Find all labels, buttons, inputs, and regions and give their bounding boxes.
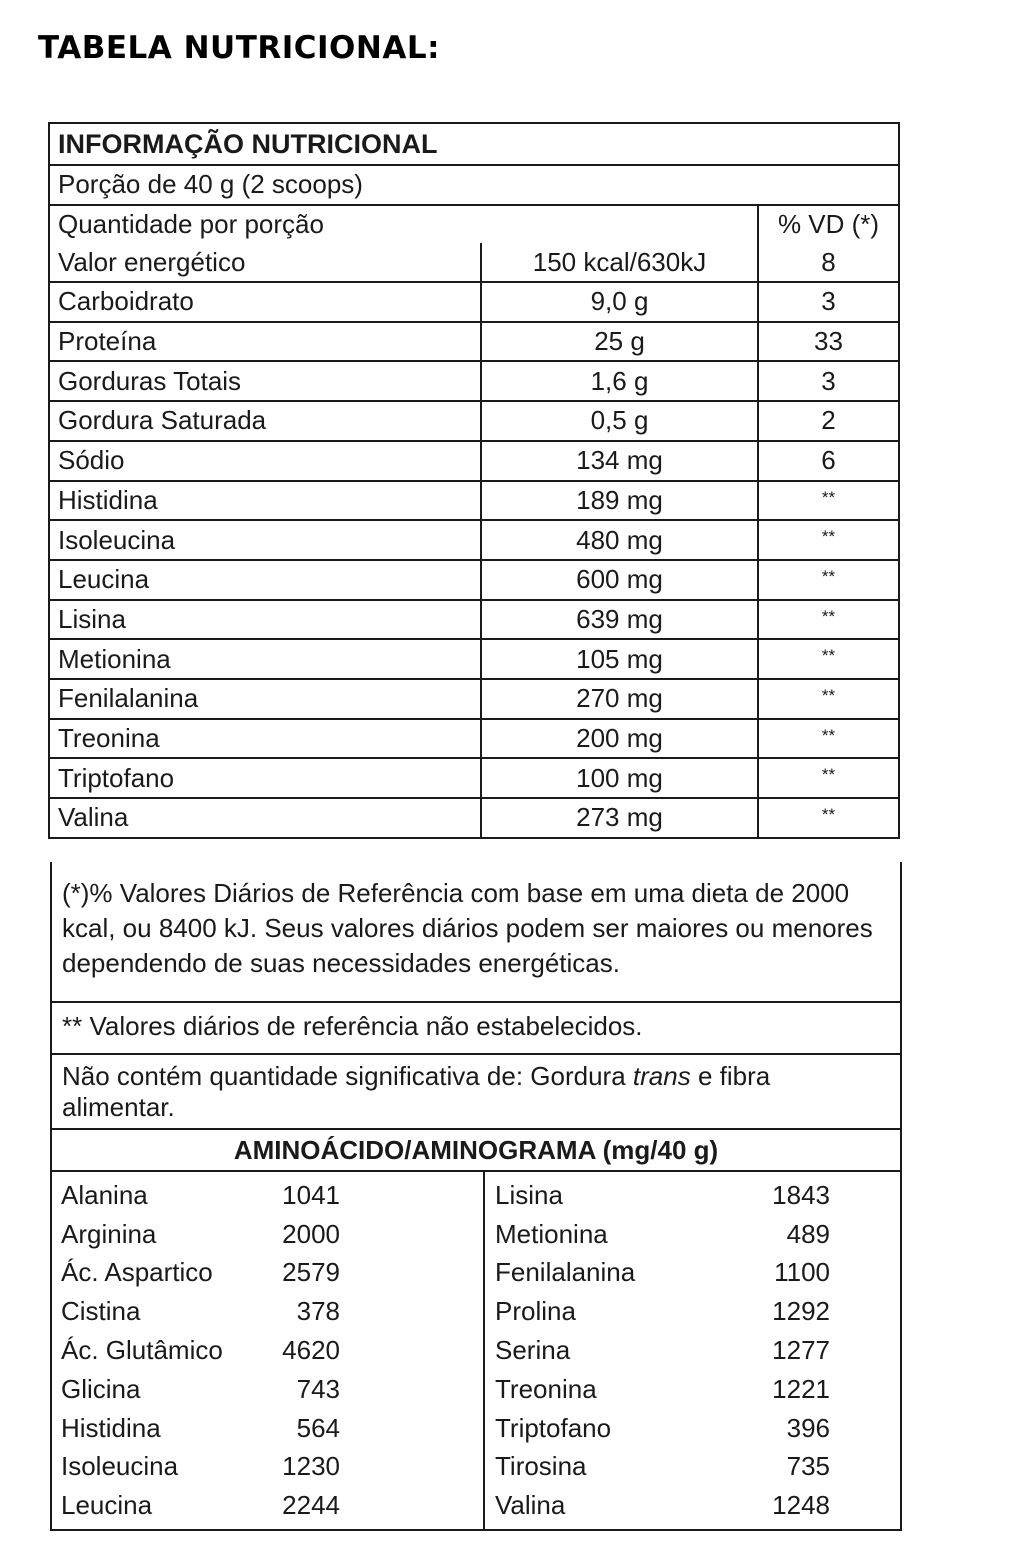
aminogram-title: AMINOÁCIDO/AMINOGRAMA (mg/40 g)	[52, 1128, 900, 1170]
nutrition-table	[48, 122, 900, 839]
amino-value: 564	[296, 1412, 340, 1443]
nutrient-name: Gordura Saturada	[50, 402, 482, 440]
amino-value: 1248	[772, 1490, 830, 1521]
amino-value: 743	[296, 1373, 340, 1404]
amino-value: 1292	[772, 1296, 830, 1327]
nutrient-amount: 639 mg	[482, 601, 759, 639]
nutrient-vd: 6	[821, 445, 836, 476]
amino-name: Tirosina	[495, 1451, 587, 1482]
nutrient-vd: 3	[821, 365, 836, 396]
amino-name: Ác. Glutâmico	[61, 1335, 223, 1366]
nutrient-row	[50, 321, 898, 361]
nutrient-name: Triptofano	[50, 759, 482, 797]
amino-row	[485, 1370, 900, 1409]
amino-name: Arginina	[61, 1218, 157, 1249]
nutrient-row	[50, 757, 898, 797]
nutrient-vd: 8	[821, 246, 836, 277]
amino-name: Valina	[495, 1490, 566, 1521]
nutrient-vd: **	[821, 685, 836, 705]
amino-name: Triptofano	[495, 1412, 612, 1443]
nutrient-row	[50, 440, 898, 480]
nutrient-name: Valina	[50, 799, 482, 837]
amino-row	[52, 1331, 483, 1370]
amino-row	[52, 1409, 483, 1448]
vd-footnote: (*)% Valores Diários de Referência com base em uma dieta de 2000 kcal, ou 8400 kJ. Seus valores diários podem ser maiores ou menores dependendo de suas necessidades energéticas.	[62, 878, 873, 978]
nutrient-name: Gorduras Totais	[50, 362, 482, 400]
nutrient-vd: **	[821, 606, 836, 626]
amino-value: 489	[786, 1218, 830, 1249]
amino-row	[485, 1292, 900, 1331]
nutrient-row	[50, 519, 898, 559]
amino-row	[52, 1215, 483, 1254]
nutrient-vd: **	[821, 805, 836, 824]
amino-name: Histidina	[61, 1412, 161, 1443]
nutrient-vd: **	[821, 646, 836, 666]
nutrient-amount: 0,5 g	[482, 402, 759, 440]
amino-name: Alanina	[61, 1179, 148, 1210]
quantity-header: Quantidade por porção	[50, 206, 759, 244]
nutrient-row	[50, 243, 898, 281]
nutrient-row	[50, 599, 898, 639]
nutrient-name: Isoleucina	[50, 521, 482, 559]
amino-value: 2579	[282, 1257, 340, 1288]
amino-value: 2244	[282, 1490, 340, 1521]
nutrient-vd: **	[821, 487, 836, 507]
trans-note-start: Não contém quantidade significativa de: Gordura	[62, 1061, 633, 1091]
amino-value: 1843	[772, 1179, 830, 1210]
amino-value: 378	[296, 1296, 340, 1327]
nutrient-name: Lisina	[50, 601, 482, 639]
nutrient-name: Proteína	[50, 323, 482, 361]
notes-and-aminogram	[50, 862, 902, 1531]
nutrient-row	[50, 797, 898, 837]
nutrient-row	[50, 638, 898, 678]
amino-name: Fenilalanina	[495, 1257, 636, 1288]
nutrient-row	[50, 559, 898, 599]
nutrient-vd: 3	[821, 286, 836, 317]
amino-row	[52, 1486, 483, 1525]
amino-row	[485, 1409, 900, 1448]
nutrient-amount: 105 mg	[482, 640, 759, 678]
nutrient-amount: 25 g	[482, 323, 759, 361]
amino-name: Ác. Aspartico	[61, 1257, 213, 1288]
nutrient-row	[50, 281, 898, 321]
nutrient-vd: **	[821, 765, 836, 785]
nutrient-row	[50, 678, 898, 718]
nutrient-vd: **	[821, 725, 836, 745]
nutrient-name: Valor energético	[50, 243, 482, 281]
amino-value: 1041	[282, 1179, 340, 1210]
amino-row	[52, 1448, 483, 1487]
aminogram-right-column	[485, 1172, 900, 1529]
vd-header: % VD (*)	[777, 209, 880, 240]
nutrition-table-title: INFORMAÇÃO NUTRICIONAL	[58, 128, 438, 159]
amino-value: 1221	[772, 1373, 830, 1404]
nutrient-vd: **	[821, 527, 836, 547]
nutrient-amount: 273 mg	[482, 799, 759, 837]
amino-name: Metionina	[495, 1218, 608, 1249]
amino-name: Glicina	[61, 1373, 141, 1404]
amino-row	[485, 1176, 900, 1215]
nutrient-amount: 270 mg	[482, 680, 759, 718]
portion-size: Porção de 40 g (2 scoops)	[50, 164, 898, 204]
nutrient-name: Histidina	[50, 482, 482, 520]
amino-value: 396	[786, 1412, 830, 1443]
amino-row	[485, 1331, 900, 1370]
nutrient-name: Carboidrato	[50, 283, 482, 321]
amino-value: 735	[786, 1451, 830, 1482]
amino-name: Serina	[495, 1335, 571, 1366]
nutrient-name: Treonina	[50, 720, 482, 758]
nutrient-amount: 9,0 g	[482, 283, 759, 321]
amino-value: 4620	[282, 1335, 340, 1366]
stars-footnote: ** Valores diários de referência não estabelecidos.	[52, 1001, 900, 1053]
aminogram-table	[52, 1170, 900, 1529]
nutrient-amount: 134 mg	[482, 442, 759, 480]
nutrient-vd: **	[821, 566, 836, 586]
nutrient-name: Leucina	[50, 561, 482, 599]
nutrient-vd: 33	[814, 326, 843, 357]
trans-note-end: e fibra alimentar.	[62, 1061, 771, 1122]
aminogram-left-column	[52, 1172, 485, 1529]
amino-row	[485, 1448, 900, 1487]
amino-row	[52, 1292, 483, 1331]
amino-value: 1100	[774, 1257, 830, 1288]
nutrient-name: Sódio	[50, 442, 482, 480]
nutrient-amount: 200 mg	[482, 720, 759, 758]
page-title: TABELA NUTRICIONAL:	[38, 30, 440, 66]
nutrient-amount: 1,6 g	[482, 362, 759, 400]
amino-name: Leucina	[61, 1490, 153, 1521]
amino-value: 1230	[282, 1451, 340, 1482]
nutrient-name: Metionina	[50, 640, 482, 678]
amino-row	[485, 1215, 900, 1254]
amino-row	[52, 1370, 483, 1409]
nutrient-amount: 480 mg	[482, 521, 759, 559]
amino-row	[52, 1254, 483, 1293]
nutrient-row	[50, 360, 898, 400]
nutrient-amount: 600 mg	[482, 561, 759, 599]
nutrient-amount: 150 kcal/630kJ	[482, 243, 759, 281]
nutrition-header-row	[50, 204, 898, 244]
nutrient-amount: 100 mg	[482, 759, 759, 797]
amino-row	[485, 1486, 900, 1525]
nutrient-row	[50, 400, 898, 440]
nutrient-amount: 189 mg	[482, 482, 759, 520]
amino-row	[485, 1254, 900, 1293]
amino-row	[52, 1176, 483, 1215]
amino-name: Cistina	[61, 1296, 141, 1327]
nutrient-vd: 2	[821, 405, 836, 436]
amino-name: Isoleucina	[61, 1451, 179, 1482]
nutrient-row	[50, 718, 898, 758]
amino-name: Lisina	[495, 1179, 563, 1210]
amino-value: 1277	[772, 1335, 830, 1366]
amino-value: 2000	[282, 1218, 340, 1249]
nutrient-name: Fenilalanina	[50, 680, 482, 718]
nutrient-row	[50, 480, 898, 520]
trans-fat-note	[52, 1053, 900, 1128]
amino-name: Prolina	[495, 1296, 576, 1327]
trans-word: trans	[632, 1061, 691, 1091]
amino-name: Treonina	[495, 1373, 597, 1404]
